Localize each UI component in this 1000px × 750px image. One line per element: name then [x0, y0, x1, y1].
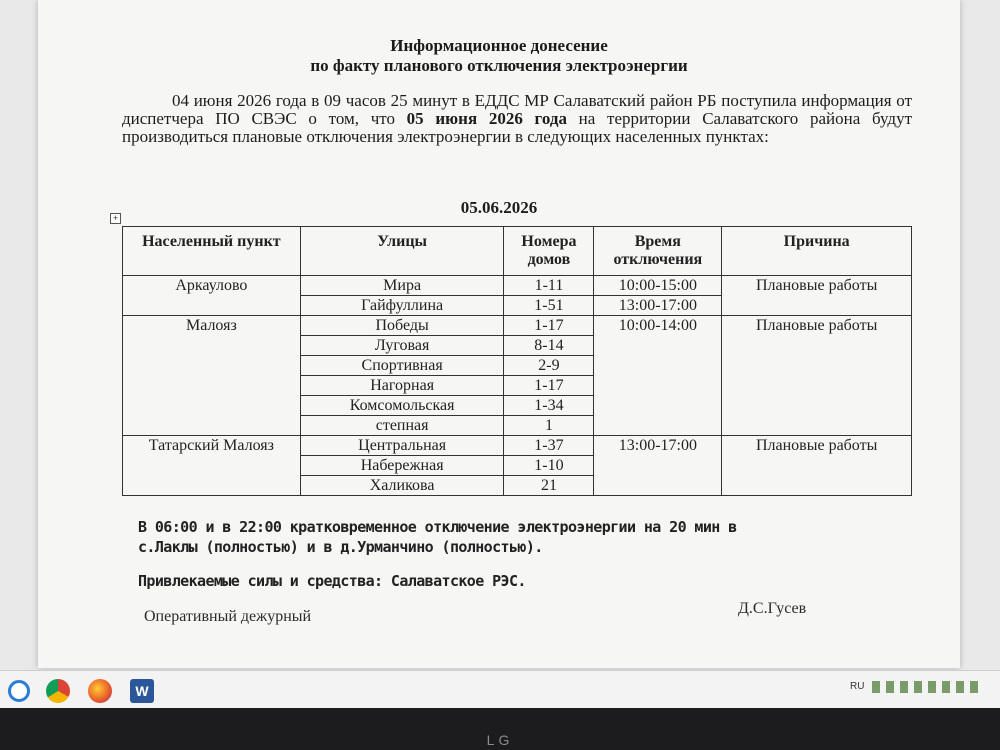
cell-houses: 1-17: [504, 376, 594, 396]
cell-street: Гайфуллина: [300, 296, 504, 316]
table-body: [123, 276, 912, 496]
cell-reason: Плановые работы: [722, 436, 912, 496]
cell-settlement: Аркаулово: [123, 276, 301, 316]
paragraph-date: 05 июня 2026 года: [406, 109, 567, 128]
cell-street: Комсомольская: [300, 396, 504, 416]
cell-houses: 1-34: [504, 396, 594, 416]
table-row: [123, 436, 912, 456]
cell-street: Луговая: [300, 336, 504, 356]
doc-paragraph: [122, 92, 912, 146]
note-line1: В 06:00 и в 22:00 кратковременное отключение электроэнергии на 20 мин в: [138, 518, 737, 536]
outage-table: [122, 226, 912, 496]
cell-houses: 1-17: [504, 316, 594, 336]
col-header-reason: Причина: [722, 227, 912, 276]
table-row: [123, 276, 912, 296]
cell-street: Центральная: [300, 436, 504, 456]
cell-houses: 8-14: [504, 336, 594, 356]
doc-title-line1: Информационное донесение: [390, 36, 608, 55]
cell-street: Мира: [300, 276, 504, 296]
cell-street: Набережная: [300, 456, 504, 476]
table-row: [123, 316, 912, 336]
paragraph-part1: 04 июня 2026 года в 09 часов 25 минут в ЕДДС МР Салаватский район РБ поступила информация от диспетчера ПО СВЭС о том, что: [122, 91, 912, 128]
col-header-street: Улицы: [300, 227, 504, 276]
cell-houses: 1-37: [504, 436, 594, 456]
language-indicator[interactable]: RU: [850, 681, 865, 692]
date-heading: 05.06.2026: [460, 198, 538, 217]
cell-reason: Плановые работы: [722, 316, 912, 436]
cell-time: 13:00-17:00: [594, 436, 722, 496]
cell-street: Халикова: [300, 476, 504, 496]
system-tray-icons[interactable]: [872, 681, 982, 693]
cell-street: Спортивная: [300, 356, 504, 376]
word-icon[interactable]: W: [130, 679, 154, 703]
duty-label: Оперативный дежурный: [144, 608, 312, 625]
note-line2: с.Лаклы (полностью) и в д.Урманчино (полностью).: [138, 538, 543, 556]
cell-houses: 1-11: [504, 276, 594, 296]
cell-houses: 21: [504, 476, 594, 496]
taskbar: [0, 670, 1000, 709]
duty-name: Д.С.Гусев: [738, 600, 807, 617]
document-page: [38, 0, 960, 668]
firefox-icon[interactable]: [88, 679, 112, 703]
cell-street: степная: [300, 416, 504, 436]
col-header-houses: Номера домов: [504, 227, 594, 276]
col-header-time: Время отключения: [594, 227, 722, 276]
col-header-settlement: Населенный пункт: [123, 227, 301, 276]
table-move-handle-icon[interactable]: +: [110, 213, 121, 224]
paragraph-part2: на территории Салаватского района будут производиться плановые отключения электроэнергии в следующих населенных пунктах:: [122, 109, 912, 146]
cell-street: Нагорная: [300, 376, 504, 396]
cell-houses: 1-10: [504, 456, 594, 476]
cell-settlement: Малояз: [123, 316, 301, 436]
forces-line: Привлекаемые силы и средства: Салаватское РЭС.: [138, 572, 526, 590]
edge-icon[interactable]: [8, 680, 30, 702]
chrome-icon[interactable]: [46, 679, 70, 703]
cell-houses: 1: [504, 416, 594, 436]
cell-time: 13:00-17:00: [594, 296, 722, 316]
cell-houses: 1-51: [504, 296, 594, 316]
cell-time: 10:00-15:00: [594, 276, 722, 296]
cell-settlement: Татарский Малояз: [123, 436, 301, 496]
monitor-logo: LG: [486, 732, 514, 748]
cell-time: 10:00-14:00: [594, 316, 722, 436]
cell-street: Победы: [300, 316, 504, 336]
cell-reason: Плановые работы: [722, 276, 912, 316]
cell-houses: 2-9: [504, 356, 594, 376]
doc-title-line2: по факту планового отключения электроэнергии: [310, 56, 688, 75]
table-header-row: [123, 227, 912, 276]
